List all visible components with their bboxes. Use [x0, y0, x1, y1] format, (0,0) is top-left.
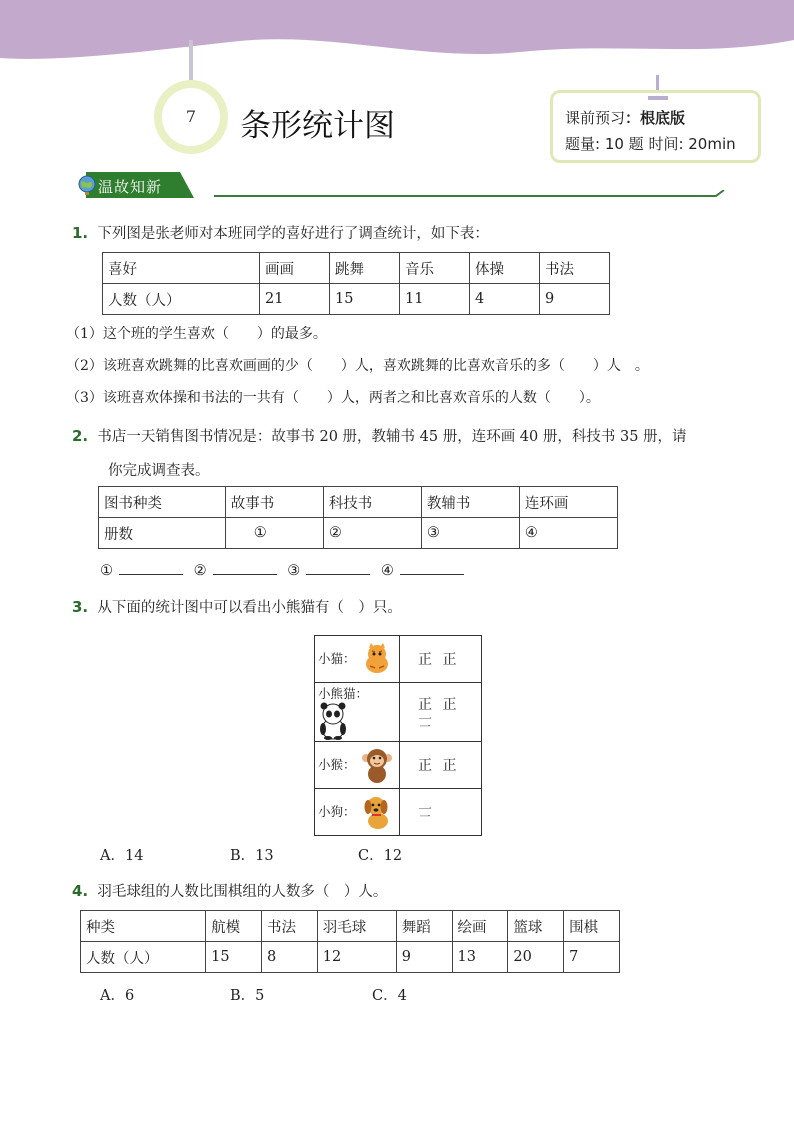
- q2-prompt: 2. 书店一天销售图书情况是：故事书 20 册，教辅书 45 册，连环画 40 册，科技书 35 册，请: [72, 427, 687, 445]
- table-cell: 故事书: [225, 487, 323, 518]
- q4-table: [80, 910, 620, 973]
- tally-cell: 正 正: [400, 636, 482, 683]
- table-row: [81, 942, 620, 973]
- tally-cell: 𠄟: [400, 789, 482, 836]
- lesson-number: 7: [162, 88, 220, 146]
- q2-answer-blanks: ① ② ③ ④: [100, 560, 470, 579]
- table-cell: 人数（人）: [81, 942, 206, 973]
- q3-tally-table: [314, 635, 482, 836]
- panda-icon: [316, 702, 350, 740]
- animal-cell: 小猴：: [315, 742, 400, 789]
- table-row: [315, 789, 482, 836]
- table-cell: ④: [519, 518, 617, 549]
- table-cell: 9: [396, 942, 452, 973]
- animal-cell: 小狗：: [315, 789, 400, 836]
- table-cell: 图书种类: [99, 487, 226, 518]
- table-row: [315, 636, 482, 683]
- table-cell: 航模: [206, 911, 262, 942]
- table-row: [99, 487, 618, 518]
- table-row: [81, 911, 620, 942]
- info-box: [550, 90, 761, 163]
- info-line-1: 课前预习：根底版: [565, 109, 686, 127]
- table-cell: 篮球: [508, 911, 564, 942]
- badge-hanger: [189, 40, 193, 82]
- table-cell: 种类: [81, 911, 206, 942]
- answer-blank-2[interactable]: [213, 560, 277, 575]
- answer-blank-4[interactable]: [400, 560, 464, 575]
- table-cell: 书法: [540, 253, 610, 284]
- table-cell: 画画: [260, 253, 330, 284]
- q1-prompt: 1. 下列图是张老师对本班同学的喜好进行了调查统计，如下表：: [72, 224, 489, 242]
- table-cell: ①: [225, 518, 323, 549]
- table-cell: 音乐: [400, 253, 470, 284]
- globe-icon: [76, 174, 98, 196]
- lesson-badge: [154, 80, 228, 154]
- q1-sub-2: （2）该班喜欢跳舞的比喜欢画画的少（ ）人，喜欢跳舞的比喜欢音乐的多（ ）人 。: [66, 358, 649, 374]
- animal-cell: 小猫：: [315, 636, 400, 683]
- q3-option-a[interactable]: A．14: [100, 848, 144, 864]
- table-row: [315, 742, 482, 789]
- table-cell: 舞蹈: [396, 911, 452, 942]
- table-cell: 跳舞: [330, 253, 400, 284]
- table-cell: 册数: [99, 518, 226, 549]
- tally-cell: 正 正 𠄟: [400, 683, 482, 742]
- table-cell: 绘画: [452, 911, 508, 942]
- q3-option-b[interactable]: B．13: [230, 848, 274, 864]
- table-cell: 4: [470, 284, 540, 315]
- answer-blank-3[interactable]: [306, 560, 370, 575]
- q1-sub-1: （1）这个班的学生喜欢（ ）的最多。: [66, 326, 327, 342]
- q2-table: [98, 486, 618, 549]
- q4-prompt: 4. 羽毛球组的人数比围棋组的人数多（ ）人。: [72, 882, 388, 900]
- table-cell: 人数（人）: [103, 284, 260, 315]
- q1-sub-3: （3）该班喜欢体操和书法的一共有（ ）人，两者之和比喜欢音乐的人数（ ）。: [66, 390, 600, 406]
- animal-cell: 小熊猫：: [315, 683, 400, 742]
- page-title: 条形统计图: [240, 108, 395, 144]
- table-row: [103, 253, 610, 284]
- answer-blank-1[interactable]: [119, 560, 183, 575]
- table-cell: ③: [421, 518, 519, 549]
- table-cell: ②: [323, 518, 421, 549]
- q1-table: [102, 252, 610, 315]
- table-cell: 教辅书: [421, 487, 519, 518]
- table-cell: 12: [317, 942, 396, 973]
- table-cell: 围棋: [564, 911, 620, 942]
- table-cell: 15: [330, 284, 400, 315]
- table-row: [315, 683, 482, 742]
- table-cell: 15: [206, 942, 262, 973]
- divider-end-icon: [706, 190, 726, 200]
- table-cell: 9: [540, 284, 610, 315]
- table-cell: 11: [400, 284, 470, 315]
- q3-option-c[interactable]: C．12: [358, 848, 403, 864]
- q4-option-c[interactable]: C．4: [372, 988, 407, 1004]
- tally-cell: 正 正: [400, 742, 482, 789]
- table-cell: 21: [260, 284, 330, 315]
- section-divider: [214, 195, 714, 197]
- cat-icon: [360, 642, 394, 676]
- table-cell: 连环画: [519, 487, 617, 518]
- table-cell: 书法: [261, 911, 317, 942]
- table-cell: 体操: [470, 253, 540, 284]
- q3-prompt: 3. 从下面的统计图中可以看出小熊猫有（ ）只。: [72, 598, 402, 616]
- infobox-hook-bar: [648, 96, 668, 100]
- table-cell: 8: [261, 942, 317, 973]
- table-cell: 喜好: [103, 253, 260, 284]
- q4-option-a[interactable]: A．6: [100, 988, 135, 1004]
- info-line-2: 题量: 10 题 时间: 20min: [565, 135, 736, 153]
- table-row: [99, 518, 618, 549]
- table-cell: 20: [508, 942, 564, 973]
- q4-option-b[interactable]: B．5: [230, 988, 265, 1004]
- header-wave: [0, 0, 794, 90]
- table-cell: 13: [452, 942, 508, 973]
- table-cell: 7: [564, 942, 620, 973]
- q2-prompt-line2: 你完成调查表。: [108, 463, 210, 479]
- section-label: 温故知新: [98, 178, 163, 196]
- table-row: [103, 284, 610, 315]
- table-cell: 科技书: [323, 487, 421, 518]
- dog-icon: [360, 793, 394, 831]
- table-cell: 羽毛球: [317, 911, 396, 942]
- monkey-icon: [360, 746, 394, 784]
